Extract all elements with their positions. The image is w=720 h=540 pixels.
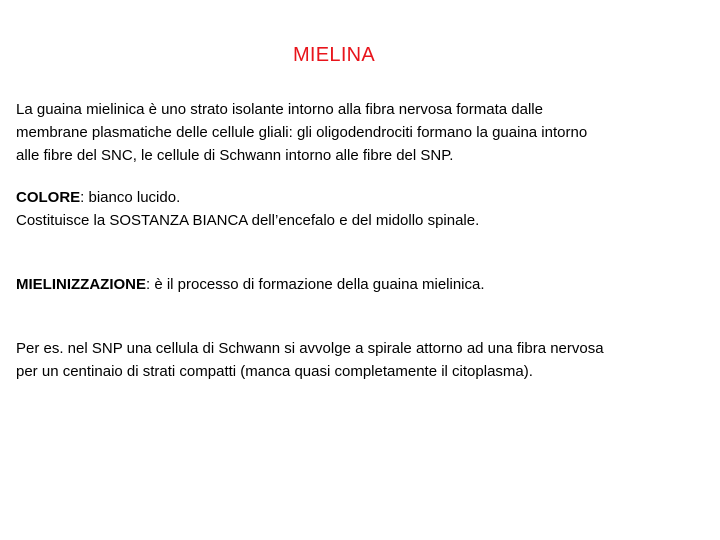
colore-value: : bianco lucido. — [80, 189, 181, 206]
intro-line: membrane plasmatiche delle cellule gliali: gli oligodendrociti formano la guaina intorno — [16, 124, 588, 141]
intro-line: alle fibre del SNC, le cellule di Schwann intorno alle fibre del SNP. — [16, 147, 454, 164]
example-paragraph — [16, 337, 696, 383]
colore-line — [16, 186, 696, 209]
slide-title: MIELINA — [292, 44, 376, 66]
intro-line: La guaina mielinica è uno strato isolante intorno alla fibra nervosa formata dalle — [16, 101, 543, 118]
mielinizzazione-line — [16, 273, 696, 296]
mielinizzazione-value: : è il processo di formazione della guaina mielinica. — [146, 276, 485, 293]
example-line: Per es. nel SNP una cellula di Schwann si avvolge a spirale attorno ad una fibra nervosa — [16, 340, 604, 357]
colore-paragraph — [16, 186, 696, 232]
mielinizzazione-paragraph — [16, 273, 696, 296]
intro-paragraph — [16, 98, 696, 167]
colore-label: COLORE — [16, 189, 81, 206]
example-line: per un centinaio di strati compatti (manca quasi completamente il citoplasma). — [16, 363, 533, 380]
mielinizzazione-label: MIELINIZZAZIONE — [16, 276, 146, 293]
sostanza-bianca-line: Costituisce la SOSTANZA BIANCA dell’encefalo e del midollo spinale. — [16, 212, 480, 229]
